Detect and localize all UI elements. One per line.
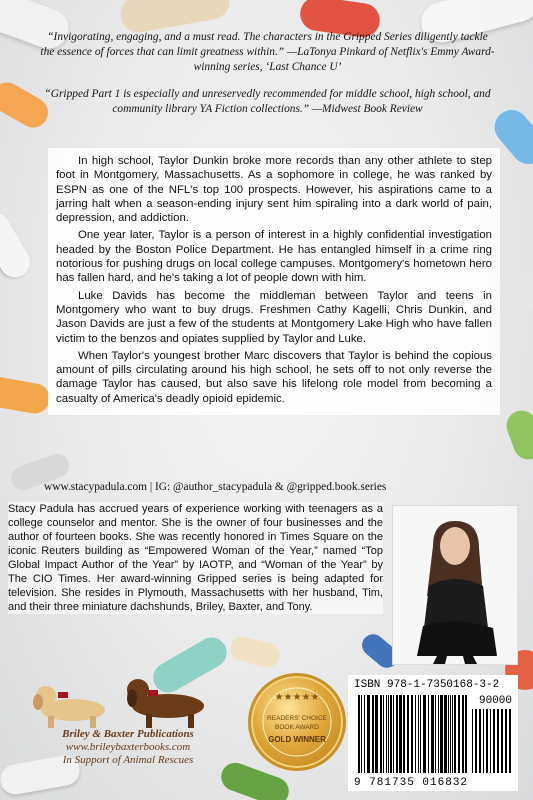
barcode-addon-bar	[497, 709, 499, 773]
barcode-bars	[348, 675, 518, 791]
barcode-bar	[361, 695, 362, 773]
barcode-bar	[383, 695, 384, 773]
barcode-bar	[438, 695, 439, 773]
synopsis-paragraph: Luke Davids has become the middleman between Taylor and teens in Montgomery who want to buy drugs. Freshmen Cathy Kagelli, Chris Dunkin, and Jason Davids are just a few of the students at Montgomery Lake High who have fallen victim to the benzos and opiates supplied by Taylor and Luke.	[56, 289, 492, 345]
author-photo	[392, 505, 518, 665]
barcode-addon-bar	[472, 709, 473, 773]
barcode-addon-bar	[479, 709, 481, 773]
barcode-bar	[415, 695, 416, 773]
barcode-bar	[386, 695, 387, 773]
barcode-bar	[358, 695, 360, 773]
barcode-addon-bar	[505, 709, 507, 773]
barcode-bar	[448, 695, 449, 773]
author-bio: Stacy Padula has accrued years of experience working with teenagers as a college counselor and mentor. She is the owner of four businesses and the author of fourteen books. She was recently honored in Times Square on the iconic Reuters building as “Empowered Woman of the Year,” named “Top Global Impact Author of the Year” by IAOTP, and “Woman of the Year” by The CIO Times. Her award-winning Gripped series is being adapted for television. She resides in Plymouth, Massachusetts with her husband, Tim, and their three miniature dachshunds, Briley, Baxter, and Tony.	[8, 503, 383, 613]
barcode-bar	[423, 695, 426, 773]
barcode-addon-bar	[490, 709, 491, 773]
barcode-bar	[393, 695, 394, 773]
publisher-tagline: In Support of Animal Rescues	[62, 754, 194, 766]
seal-line1: READERS' CHOICE	[267, 715, 327, 722]
barcode-bar	[364, 695, 365, 773]
review-quotes	[40, 30, 495, 129]
barcode-bar	[428, 695, 429, 773]
barcode-addon-bar	[486, 709, 488, 773]
author-links: www.stacypadula.com | IG: @author_stacypadula & @gripped.book.series	[44, 481, 387, 493]
barcode-bar	[420, 695, 421, 773]
isbn-number: ISBN 978-1-7350168-3-2	[354, 679, 500, 691]
review-quote: “Gripped Part 1 is especially and unreservedly recommended for middle school, high school, and community library YA Fiction collections.” —Midwest Book Review	[44, 88, 491, 115]
barcode-bar	[407, 695, 409, 773]
publisher-info	[18, 728, 238, 767]
barcode-bar	[444, 695, 447, 773]
barcode-bar	[380, 695, 382, 773]
award-seal-graphic	[251, 676, 343, 768]
barcode-addon: 90000	[478, 695, 512, 707]
publisher-name: Briley & Baxter Publications	[62, 728, 194, 740]
barcode-bar	[462, 695, 464, 773]
publisher-url: www.brileybaxterbooks.com	[65, 741, 191, 753]
seal-line3: GOLD WINNER	[268, 735, 326, 744]
barcode-bar	[431, 695, 434, 773]
barcode-addon-bar	[475, 709, 477, 773]
barcode-bar	[372, 695, 374, 773]
synopsis-paragraph: When Taylor's youngest brother Marc discovers that Taylor is behind the copious amount of pills circulating around his high school, he sets off to not only reverse the damage Taylor has caused, but also save his lifelong role model from becoming a casualty of America's deadly opioid epidemic.	[56, 349, 492, 405]
synopsis	[48, 148, 500, 415]
seal-line2: BOOK AWARD	[275, 724, 319, 731]
barcode-addon-bar	[501, 709, 503, 773]
author-portrait	[393, 506, 517, 664]
review-quote: “Invigorating, engaging, and a must read. The characters in the Gripped Series diligently tackle the essence of forces that can limit greatness within.” —LaTonya Pinkard of Netflix's Emmy Award-winning series, ‘Last Chance U’	[40, 31, 495, 73]
barcode-bar	[465, 695, 467, 773]
barcode-bar	[390, 695, 392, 773]
barcode-bar	[399, 695, 402, 773]
barcode-addon-bar	[509, 709, 511, 773]
synopsis-paragraph: In high school, Taylor Dunkin broke more records than any other athlete to step foot in Montgomery, Massachusetts. As a sophomore in college, he was ranked by ESPN as one of the NFL's top 100 prospects. However, his aspirations came to a jarring halt when a season-ending injury sent him spiraling into a dark world of pain, depression, and addiction.	[56, 155, 492, 225]
barcode-bar	[454, 695, 456, 773]
barcode-bar	[452, 695, 453, 773]
barcode-bar	[411, 695, 413, 773]
barcode-bar	[375, 695, 378, 773]
barcode-bar	[435, 695, 436, 773]
synopsis-paragraph: One year later, Taylor is a person of interest in a highly confidential investigation headed by the Boston Police Department. He has entangled himself in a crime ring notorious for pushing drugs on local college campuses. Montgomery's hometown hero has fallen hard, and he's taking a lot of people down with him.	[56, 229, 492, 285]
award-seal	[248, 673, 346, 771]
barcode-bar	[458, 695, 460, 773]
dachshund-logo	[28, 672, 218, 732]
svg-text:★★★★★: ★★★★★	[274, 692, 320, 703]
barcode-addon-bar	[483, 709, 484, 773]
barcode-bar	[367, 695, 370, 773]
barcode-bar	[396, 695, 398, 773]
barcode-bar	[388, 695, 389, 773]
barcode-addon-bar	[493, 709, 495, 773]
barcode-bar	[450, 695, 451, 773]
ean-number: 9 781735 016832	[354, 777, 469, 789]
barcode-bar	[418, 695, 419, 773]
barcode-bar	[440, 695, 443, 773]
barcode-bar	[403, 695, 405, 773]
isbn-barcode	[348, 675, 518, 791]
